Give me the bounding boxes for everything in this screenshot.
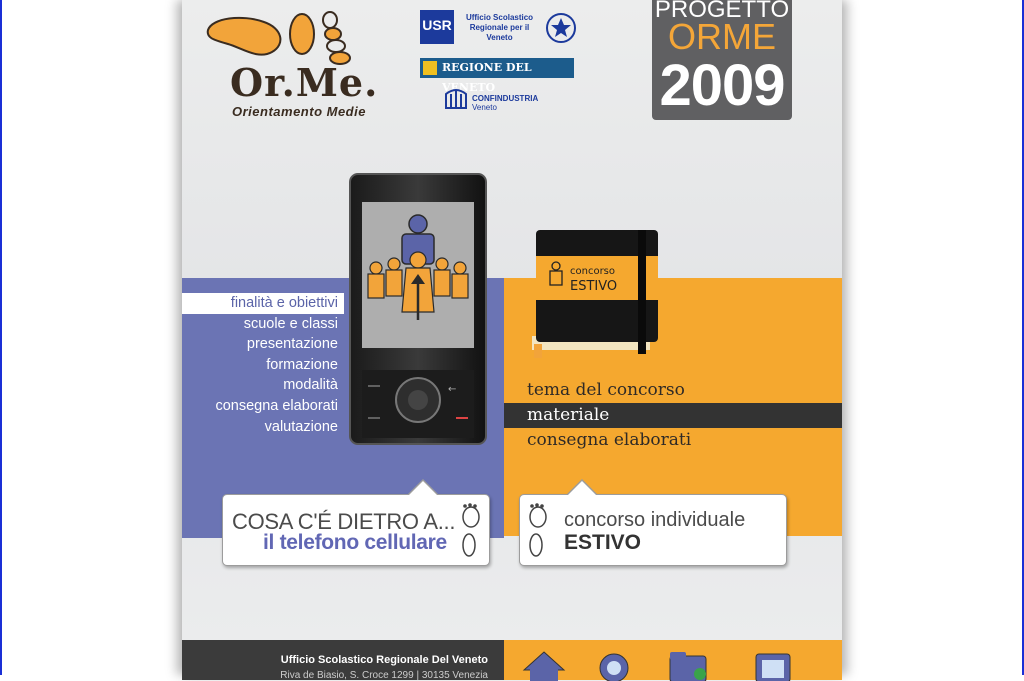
estivo-callout-button[interactable] (519, 494, 787, 566)
nav-item-formazione[interactable]: formazione (266, 356, 338, 373)
orme-logo[interactable] (202, 8, 379, 119)
progetto-badge (652, 0, 792, 120)
nav-item-presentazione[interactable]: presentazione (246, 336, 338, 353)
callout-tip (568, 481, 596, 495)
orme-label: ORME (668, 16, 776, 57)
notebook-label: concorso (570, 266, 616, 277)
logo-subtitle: Orientamento Medie (232, 104, 366, 119)
footprint-icon (459, 503, 483, 559)
usr-veneto-logo[interactable] (420, 10, 580, 48)
folder-icon[interactable] (666, 650, 710, 680)
nav-item-materiale[interactable]: materiale (504, 403, 842, 428)
confindustria-text: CONFINDUSTRIA Veneto (472, 94, 539, 112)
footprint-logo-icon (202, 8, 372, 68)
nav-item-consegna[interactable]: consegna elaborati (215, 397, 338, 414)
photos-icon[interactable] (750, 650, 794, 680)
year-label: 2009 (659, 53, 785, 118)
home-icon[interactable] (522, 650, 566, 680)
usr-text: Ufficio Scolastico Regionale per il Veneto (465, 13, 534, 42)
nav-item-finalita[interactable]: finalità e obiettivi (182, 293, 344, 314)
left-nav-menu (182, 293, 344, 437)
usr-mark: USR (420, 10, 454, 44)
progetto-label: PROGETTO (654, 0, 790, 23)
logo-title: Or.Me. (230, 60, 379, 105)
right-nav-menu (504, 378, 842, 453)
window-border-left (0, 0, 2, 675)
footprint-icon (526, 503, 550, 559)
notebook-label-2: ESTIVO (570, 279, 618, 294)
callout-right-line1: concorso individuale (564, 509, 746, 531)
mobile-phone-image (348, 172, 488, 446)
footer-subtitle: Riva de Biasio, S. Croce 1299 | 30135 Venezia (280, 670, 488, 681)
confindustria-logo[interactable] (444, 86, 554, 118)
nav-item-valutazione[interactable]: valutazione (264, 418, 338, 435)
svg-text:←: ← (448, 384, 457, 395)
confindustria-icon (444, 86, 468, 110)
regione-veneto-logo[interactable]: REGIONE DEL VENETO (420, 58, 574, 78)
page-container (182, 0, 842, 681)
nav-item-modalita[interactable]: modalità (283, 377, 338, 394)
nav-item-tema[interactable]: tema del concorso (527, 380, 685, 400)
nav-item-consegna-elaborati[interactable]: consegna elaborati (527, 430, 692, 450)
callout-right-line2: ESTIVO (564, 531, 642, 554)
footer-title: Ufficio Scolastico Regionale Del Veneto (280, 654, 488, 666)
callout-left-line2: il telefono cellulare (263, 531, 447, 554)
footer-address-block (182, 640, 504, 680)
callout-left-line1: COSA C'É DIETRO A... (232, 509, 456, 534)
italian-emblem-icon (545, 10, 577, 46)
cellulare-callout-button[interactable] (222, 494, 490, 566)
nav-item-scuole[interactable]: scuole e classi (243, 315, 338, 332)
search-icon[interactable] (592, 650, 636, 680)
notebook-image (524, 226, 674, 364)
callout-tip (409, 481, 437, 495)
